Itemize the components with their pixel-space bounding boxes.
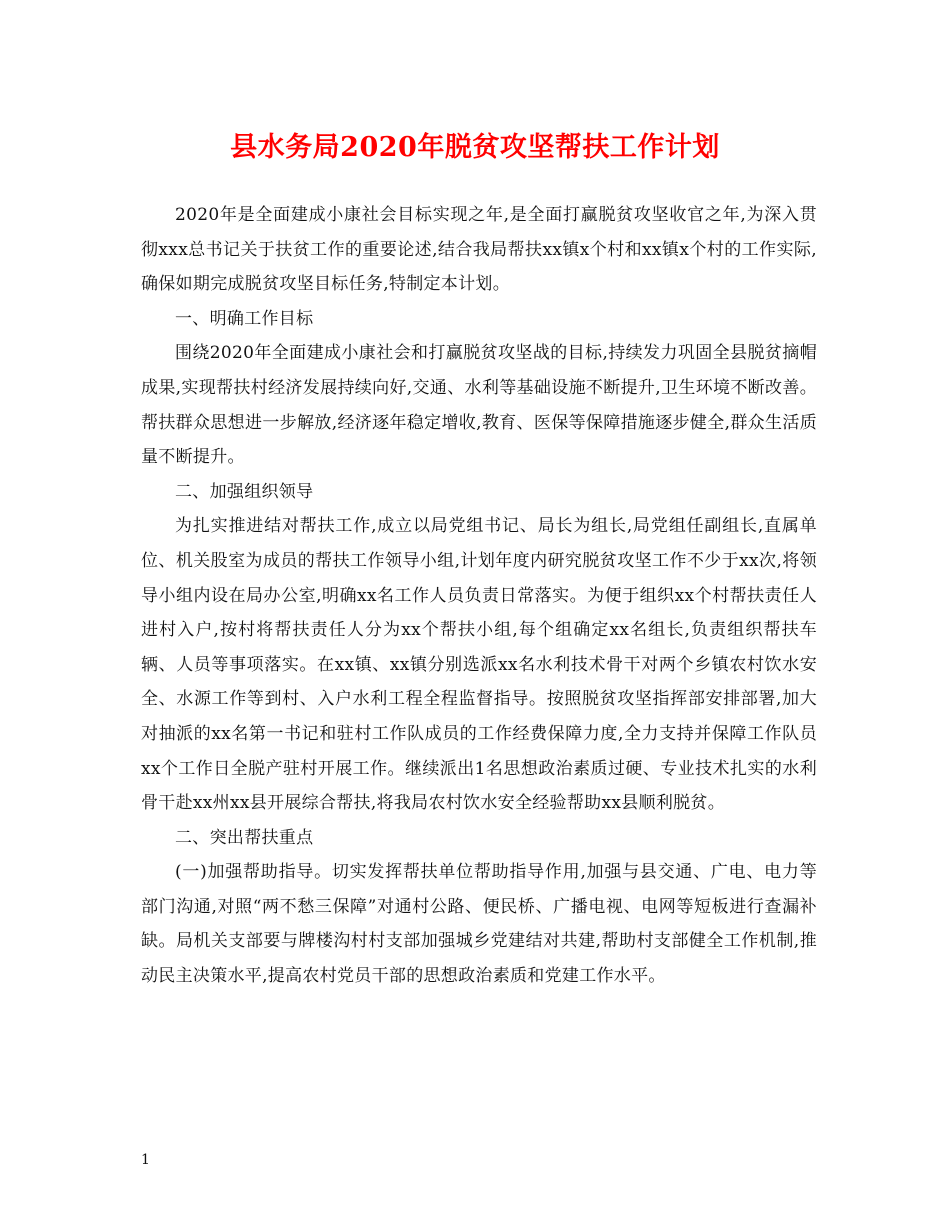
- priorities-paragraph: (一)加强帮助指导。切实发挥帮扶单位帮助指导作用,加强与县交通、广电、电力等部门沟通,对照“两不愁三保障”对通村公路、便民桥、广播电视、电网等短板进行查漏补缺。局机关支部要与牌楼沟村村支部加强城乡党建结对共建,帮助村支部健全工作机制,推动民主决策水平,提高农村党员干部的思想政治素质和党建工作水平。: [141, 862, 817, 987]
- page-number: 1: [141, 1152, 150, 1168]
- section-heading-goals: 一、明确工作目标: [175, 308, 314, 329]
- intro-paragraph: 2020年是全面建成小康社会目标实现之年,是全面打赢脱贫攻坚收官之年,为深入贯彻xxx总书记关于扶贫工作的重要论述,结合我局帮扶xx镇x个村和xx镇x个村的工作实际,确保如期完成脱贫攻坚目标任务,特制定本计划。: [141, 205, 817, 295]
- goals-paragraph: 围绕2020年全面建成小康社会和打赢脱贫攻坚战的目标,持续发力巩固全县脱贫摘帽成果,实现帮扶村经济发展持续向好,交通、水利等基础设施不断提升,卫生环境不断改善。帮扶群众思想进一步解放,经济逐年稳定增收,教育、医保等保障措施逐步健全,群众生活质量不断提升。: [141, 343, 817, 468]
- document-body: [141, 198, 817, 994]
- section-heading-priorities: 二、突出帮扶重点: [175, 827, 314, 848]
- section-heading-leadership: 二、加强组织领导: [175, 481, 314, 502]
- document-title: 县水务局2020年脱贫攻坚帮扶工作计划: [230, 132, 720, 163]
- leadership-paragraph: 为扎实推进结对帮扶工作,成立以局党组书记、局长为组长,局党组任副组长,直属单位、机关股室为成员的帮扶工作领导小组,计划年度内研究脱贫攻坚工作不少于xx次,将领导小组内设在局办公室,明确xx名工作人员负责日常落实。为便于组织xx个村帮扶责任人进村入户,按村将帮扶责任人分为xx个帮扶小组,每个组确定xx名组长,负责组织帮扶车辆、人员等事项落实。在xx镇、xx镇分别选派xx名水利技术骨干对两个乡镇农村饮水安全、水源工作等到村、入户水利工程全程监督指导。按照脱贫攻坚指挥部安排部署,加大对抽派的xx名第一书记和驻村工作队成员的工作经费保障力度,全力支持并保障工作队员xx个工作日全脱产驻村开展工作。继续派出1名思想政治素质过硬、专业技术扎实的水利骨干赴xx州xx县开展综合帮扶,将我局农村饮水安全经验帮助xx县顺利脱贫。: [141, 516, 817, 814]
